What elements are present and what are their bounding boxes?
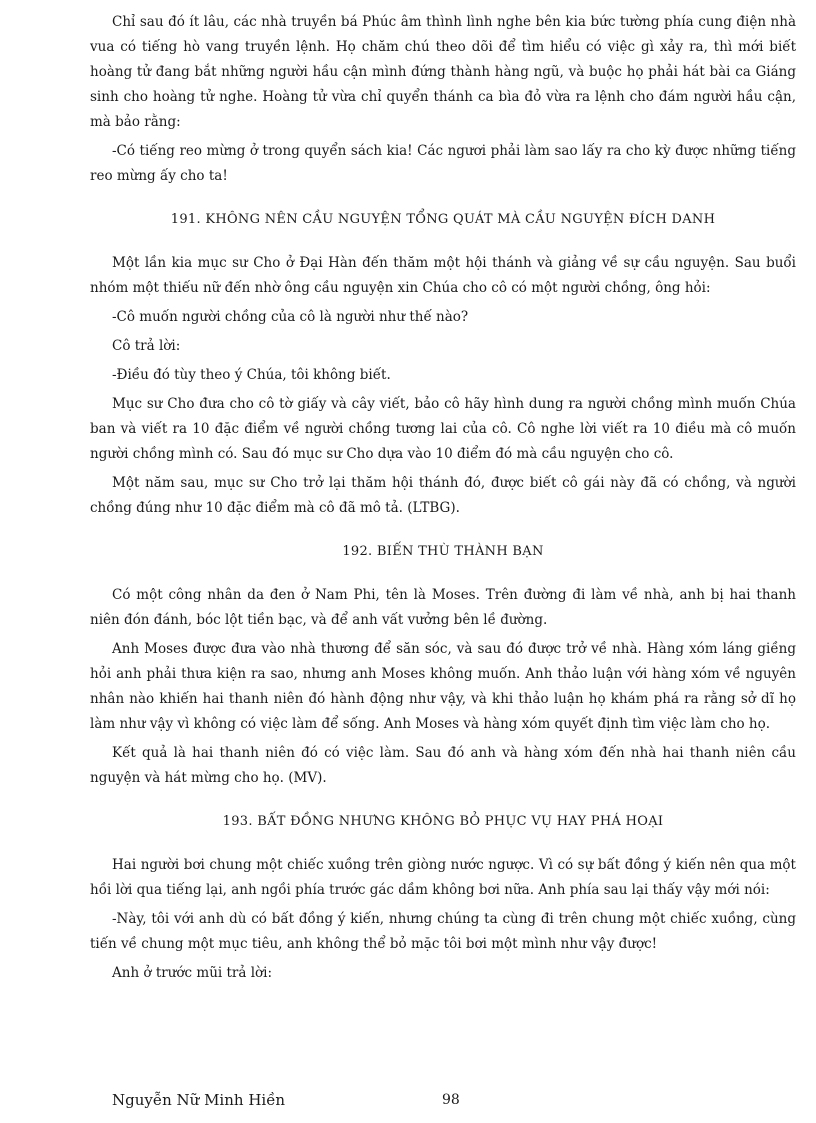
paragraph: Cô trả lời: bbox=[112, 338, 181, 354]
page-number: 98 bbox=[442, 1092, 460, 1108]
paragraph: -Cô muốn người chồng của cô là người như thế nào? bbox=[112, 309, 469, 325]
paragraph: Anh ở trước mũi trả lời: bbox=[112, 965, 273, 981]
paragraph: Kết quả là hai thanh niên đó có việc làm. Sau đó anh và hàng xóm đến nhà hai thanh niên cầu nguyện và hát mừng cho họ. (MV). bbox=[90, 745, 796, 786]
section-heading-191: 191. KHÔNG NÊN CẦU NGUYỆN TỔNG QUÁT MÀ CẦU NGUYỆN ĐÍCH DANH bbox=[170, 212, 716, 227]
paragraph: -Này, tôi với anh dù có bất đồng ý kiến, nhưng chúng ta cùng đi trên chung một chiếc xuồng, cùng tiến về chung một mục tiêu, anh không thể bỏ mặc tôi bơi một mình như vậy được! bbox=[90, 911, 796, 952]
document-page bbox=[90, 10, 796, 990]
paragraph: -Có tiếng reo mừng ở trong quyển sách kia! Các ngươi phải làm sao lấy ra cho kỳ được những tiếng reo mừng ấy cho ta! bbox=[90, 143, 796, 184]
paragraph: Một năm sau, mục sư Cho trở lại thăm hội thánh đó, được biết cô gái này đã có chồng, và người chồng đúng như 10 đặc điểm mà cô đã mô tả. (LTBG). bbox=[90, 475, 796, 516]
section-heading-193: 193. BẤT ĐỒNG NHƯNG KHÔNG BỎ PHỤC VỤ HAY PHÁ HOẠI bbox=[222, 814, 664, 829]
paragraph: -Điều đó tùy theo ý Chúa, tôi không biết. bbox=[112, 367, 391, 383]
section-heading-192: 192. BIẾN THÙ THÀNH BẠN bbox=[342, 544, 544, 559]
paragraph: Hai người bơi chung một chiếc xuồng trên giòng nước ngược. Vì có sự bất đồng ý kiến nên qua một hồi lời qua tiếng lại, anh ngồi phía trước gác dầm không bơi nữa. Anh phía sau lại thấy vậy mới nói: bbox=[90, 857, 796, 898]
body-text bbox=[90, 10, 796, 986]
footer-author: Nguyễn Nữ Minh Hiền bbox=[112, 1091, 286, 1109]
paragraph: Mục sư Cho đưa cho cô tờ giấy và cây viết, bảo cô hãy hình dung ra người chồng mình muốn Chúa ban và viết ra 10 đặc điểm về người chồng tương lai của cô. Cô nghe lời viết ra 10 điều mà cô muốn người chồng mình có. Sau đó mục sư Cho dựa vào 10 điểm đó mà cầu nguyện cho cô. bbox=[90, 396, 796, 462]
paragraph: Anh Moses được đưa vào nhà thương để săn sóc, và sau đó được trở về nhà. Hàng xóm láng giềng hỏi anh phải thưa kiện ra sao, nhưng anh Moses không muốn. Anh thảo luận với hàng xóm về nguyên nhân nào khiến hai thanh niên đó hành động như vậy, và khi thảo luận họ khám phá ra rằng sở dĩ họ làm như vậy vì không có việc làm để sống. Anh Moses và hàng xóm quyết định tìm việc làm cho họ. bbox=[90, 641, 796, 732]
paragraph: Một lần kia mục sư Cho ở Đại Hàn đến thăm một hội thánh và giảng về sự cầu nguyện. Sau buổi nhóm một thiếu nữ đến nhờ ông cầu nguyện xin Chúa cho cô có một người chồng, ông hỏi: bbox=[90, 255, 796, 296]
paragraph: Chỉ sau đó ít lâu, các nhà truyền bá Phúc âm thình lình nghe bên kia bức tường phía cung điện nhà vua có tiếng hò vang truyền lệnh. Họ chăm chú theo dõi để tìm hiểu có việc gì xảy ra, thì mới biết hoàng tử đang bắt những người hầu cận mình đứng thành hàng ngũ, và buộc họ phải hát bài ca Giáng sinh cho hoàng tử nghe. Hoàng tử vừa chỉ quyển thánh ca bìa đỏ vừa ra lệnh cho đám người hầu cận, mà bảo rằng: bbox=[90, 14, 796, 130]
paragraph: Có một công nhân da đen ở Nam Phi, tên là Moses. Trên đường đi làm về nhà, anh bị hai thanh niên đón đánh, bóc lột tiền bạc, và để anh vất vưởng bên lề đường. bbox=[90, 587, 796, 628]
